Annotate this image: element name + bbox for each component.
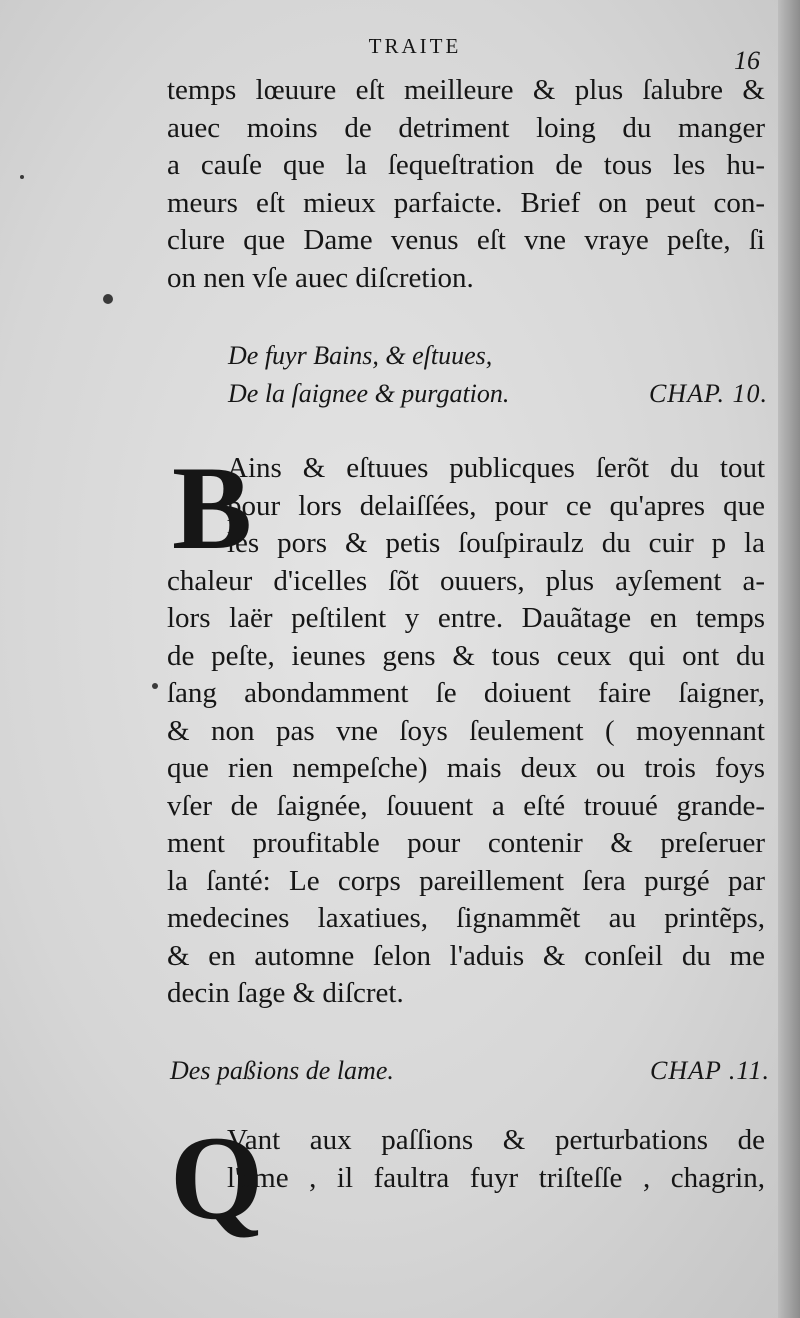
text-line: vſer de ſaignée, ſouuent a eſté trouué grande- [167, 789, 765, 822]
running-head: TRAITE [368, 34, 462, 58]
text-line: l'ame , il faultra fuyr triſteſſe , chagrin, [227, 1161, 765, 1194]
text-line: lors laër peſtilent y entre. Dauãtage en temps [167, 602, 765, 634]
paper-speck [152, 683, 158, 689]
text-line: de peſte, ieunes gens & tous ceux qui ont du [167, 639, 765, 672]
text-line: que rien nempeſche) mais deux ou trois foys [167, 752, 765, 784]
text-line: & non pas vne ſoys ſeulement ( moyennant [167, 714, 765, 747]
heading-line [228, 375, 768, 413]
text-line: la ſanté: Le corps pareillement ſera purgé par [167, 864, 765, 897]
text-line: Vant aux paſſions & perturbations de [227, 1124, 765, 1156]
chapter-10-heading [228, 337, 768, 413]
chapter-label: CHAP. 10. [648, 379, 768, 408]
drop-cap-q: Q [170, 1111, 264, 1244]
text-line: Ains & eſtuues publicques ſerõt du tout [227, 452, 765, 484]
text-line: auec moins de detriment loing du manger [167, 111, 765, 144]
text-line: chaleur d'icelles ſõt ouuers, plus ayſement a- [167, 564, 765, 597]
chapter-11-body [167, 1122, 765, 1197]
paper-speck [20, 175, 24, 179]
text-line: pour lors delaiſſées, pour ce qu'apres que [227, 489, 765, 522]
text-line: medecines laxatiues, ſignammẽt au printẽps, [167, 902, 765, 934]
text-line: on nen vſe auec diſcretion. [167, 261, 474, 294]
paper-speck [103, 294, 113, 304]
text-line: a cauſe que la ſequeſtration de tous les hu- [167, 149, 765, 181]
heading-line: De fuyr Bains, & eſtuues, [228, 341, 493, 370]
heading-line [170, 1052, 770, 1090]
page-gutter-shadow [778, 0, 800, 1318]
text-line: ment proufitable pour contenir & preſeruer [167, 827, 765, 859]
chapter-11-heading [170, 1052, 770, 1090]
text-line: les pors & petis ſouſpiraulz du cuir p la [227, 527, 765, 559]
drop-cap-b: B [172, 441, 253, 574]
chapter-label: CHAP .11. [650, 1056, 770, 1085]
text-line: meurs eſt mieux parfaicte. Brief on peut con- [167, 186, 765, 219]
heading-title: De la ſaignee & purgation. [228, 379, 510, 408]
text-line: temps lœuure eſt meilleure & plus ſalubre & [167, 74, 765, 106]
page-number: 16 [734, 46, 760, 75]
paragraph-opening [167, 72, 765, 297]
heading-title: Des paßions de lame. [170, 1056, 394, 1085]
text-line: ſang abondamment ſe doiuent faire ſaigner, [167, 677, 765, 709]
text-line: & en automne ſelon l'aduis & conſeil du me [167, 939, 765, 972]
chapter-10-body [167, 441, 765, 1013]
text-line: clure que Dame venus eſt vne vraye peſte, ſi [167, 224, 765, 256]
text-line: decin ſage & diſcret. [167, 977, 404, 1009]
